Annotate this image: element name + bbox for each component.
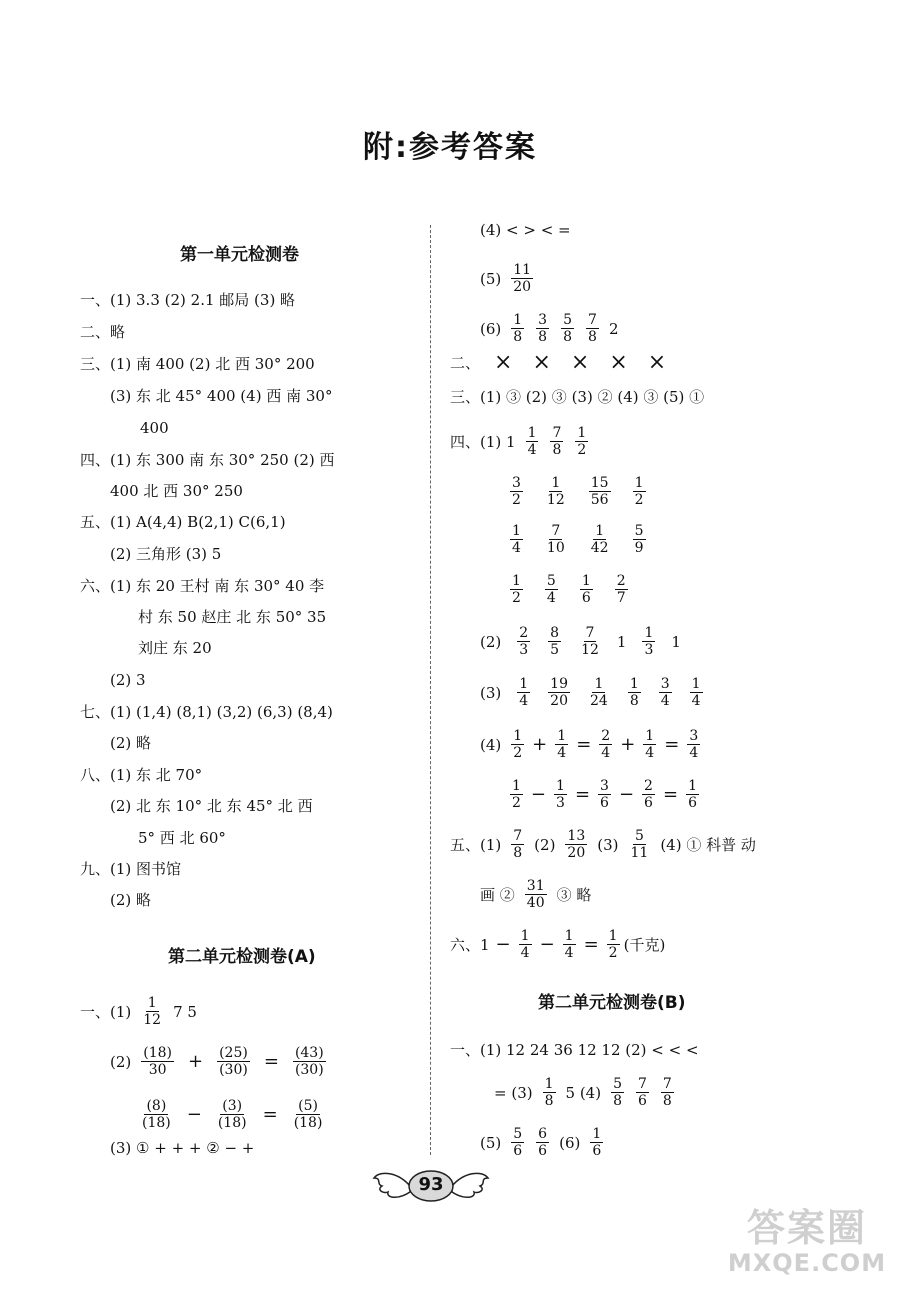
item-label: (3) (480, 683, 502, 702)
fraction: $\frac{1}{2}$ (608, 928, 618, 961)
fraction: $\frac{1}{2}$ (577, 425, 587, 458)
answer-line: 六、(1) 东 20 王村 南 东 30° 40 李 (80, 577, 325, 595)
fraction: $\frac{1}{6}$ (581, 573, 591, 606)
answer-line (508, 523, 648, 556)
answer-line: (2) 北 东 10° 北 东 45° 北 西 (110, 797, 313, 815)
operator: − (186, 1103, 202, 1125)
operator: − (530, 783, 547, 805)
fraction: $\frac{1}{2}$ (513, 728, 523, 761)
item-label: (6) (480, 319, 502, 338)
answer-line: 400 (140, 419, 169, 437)
item-label: 五、(1) (450, 835, 502, 854)
watermark-url: MXQE.COM (727, 1248, 887, 1277)
answer-line (480, 262, 535, 295)
fraction: $\frac{5}{8}$ (563, 312, 573, 345)
equals-sign: = (576, 733, 592, 755)
cross-icon: × (494, 350, 513, 375)
equation-line (480, 728, 702, 761)
fraction: $\frac{3}{8}$ (538, 312, 548, 345)
fraction: $\frac{5}{8}$ (613, 1076, 622, 1109)
equation-line (508, 778, 701, 811)
item-label: 二、 (450, 354, 481, 372)
fraction: $\frac{1}{4}$ (691, 676, 701, 709)
cross-icon: × (647, 350, 667, 375)
item-label: (2) (480, 632, 502, 651)
fraction: $\frac{1}{8}$ (513, 312, 523, 345)
fraction: $\frac{2}{4}$ (601, 728, 611, 761)
answer-line: (2) 略 (110, 734, 152, 752)
answer-text: 2 (608, 319, 619, 338)
section-title-unit1: 第一单元检测卷 (180, 245, 299, 265)
answer-text: 1 (616, 632, 627, 651)
answer-text: ③ 略 (556, 885, 592, 904)
item-label: (6) (559, 1133, 581, 1152)
operator: − (539, 933, 555, 955)
item-label: 一、(1) (80, 1002, 132, 1021)
fraction: $\frac{1}{4}$ (645, 728, 655, 761)
operator: + (620, 733, 636, 755)
answer-text: 5 (4) (565, 1083, 602, 1102)
answer-line (480, 312, 618, 345)
answer-line: 400 北 西 30° 250 (110, 482, 243, 500)
fraction: $\frac{19}{20}$ (550, 676, 568, 709)
item-label: (2) (534, 835, 556, 854)
fraction: $\frac{(25)}{(30)}$ (219, 1045, 248, 1078)
answer-line (450, 425, 590, 458)
operator: + (188, 1050, 204, 1072)
operator: + (532, 733, 548, 755)
item-label: (4) (480, 735, 502, 754)
answer-line: (2) 3 (110, 671, 146, 689)
answer-text: 1 (671, 632, 681, 651)
fraction: $\frac{2}{6}$ (644, 778, 653, 811)
item-label: (5) (480, 269, 502, 288)
answer-line (508, 573, 630, 606)
answer-text: 画 ② (480, 885, 515, 904)
fraction: $\frac{5}{6}$ (513, 1126, 523, 1159)
answer-line: (3) 东 北 45° 400 (4) 西 南 30° (110, 387, 333, 405)
answer-line: 一、(1) 12 24 36 12 12 (2) < < < (450, 1041, 699, 1059)
fraction: $\frac{13}{20}$ (567, 828, 586, 861)
answer-line (480, 625, 681, 658)
fraction: $\frac{(8)}{(18)}$ (142, 1098, 171, 1131)
cross-icon: × (532, 350, 551, 375)
fraction: $\frac{1}{24}$ (590, 676, 608, 709)
fraction: $\frac{1}{4}$ (564, 928, 574, 961)
answer-line (508, 475, 648, 508)
equals-sign: = (574, 783, 591, 805)
equals-sign: = (662, 783, 679, 805)
fraction: $\frac{11}{20}$ (513, 262, 532, 295)
section-title-unit2b: 第二单元检测卷(B) (538, 993, 686, 1013)
item-label: (5) (480, 1133, 502, 1152)
fraction: $\frac{1}{4}$ (557, 728, 567, 761)
answer-line: 村 东 50 赵庄 北 东 50° 35 (138, 608, 327, 626)
answer-line: (2) 略 (110, 891, 152, 909)
fraction: $\frac{1}{4}$ (520, 928, 530, 961)
answer-line: (2) 三角形 (3) 5 (110, 545, 222, 563)
fraction: $\frac{7}{8}$ (588, 312, 597, 345)
fraction: $\frac{6}{6}$ (538, 1126, 548, 1159)
fraction: $\frac{7}{8}$ (513, 828, 523, 861)
fraction: $\frac{(18)}{30}$ (143, 1045, 172, 1078)
answer-line (494, 1076, 676, 1109)
fraction: $\frac{1}{4}$ (519, 676, 529, 709)
answer-line: 一、(1) 3.3 (2) 2.1 邮局 (3) 略 (80, 291, 296, 309)
answer-line: (4) < > < = (480, 221, 571, 239)
answer-line: 5° 西 北 60° (138, 829, 226, 847)
fraction: $\frac{(5)}{(18)}$ (293, 1098, 323, 1131)
fraction: $\frac{3}{4}$ (660, 676, 670, 709)
fraction: $\frac{5}{4}$ (546, 573, 556, 606)
answer-line (450, 828, 756, 861)
fraction: $\frac{7}{12}$ (581, 625, 599, 658)
equation-line (110, 1045, 328, 1078)
item-label: 四、(1) 1 (450, 432, 516, 451)
answer-text: 7 5 (173, 1002, 197, 1021)
answer-text: = (3) (494, 1083, 533, 1102)
fraction: $\frac{5}{11}$ (630, 828, 649, 861)
fraction: $\frac{1}{6}$ (688, 778, 697, 811)
answer-line: 八、(1) 东 北 70° (80, 766, 203, 784)
section-title-unit2a: 第二单元检测卷(A) (168, 947, 316, 967)
fraction: $\frac{7}{6}$ (638, 1076, 647, 1109)
fraction: $\frac{1}{42}$ (590, 523, 609, 556)
item-label: (3) (597, 835, 619, 854)
fraction: $\frac{15}{56}$ (590, 475, 609, 508)
unit-text: (千克) (623, 935, 666, 954)
answer-line: 七、(1) (1,4) (8,1) (3,2) (6,3) (8,4) (80, 703, 333, 721)
page-title: 附:参考答案 (363, 130, 537, 165)
fraction: $\frac{1}{8}$ (629, 676, 639, 709)
item-label: 六、1 (450, 935, 490, 954)
answer-line: 二、略 (80, 323, 126, 341)
item-label: (2) (110, 1052, 132, 1071)
fraction: $\frac{7}{10}$ (546, 523, 565, 556)
equals-sign: = (583, 933, 599, 955)
cross-icon: × (609, 350, 628, 375)
fraction: $\frac{5}{9}$ (634, 523, 644, 556)
fraction: $\frac{1}{4}$ (527, 425, 537, 458)
page-number: 93 (418, 1174, 444, 1195)
fraction: $\frac{1}{8}$ (544, 1076, 554, 1109)
equals-sign: = (664, 733, 680, 755)
fraction: $\frac{3}{6}$ (600, 778, 609, 811)
answer-line: 五、(1) A(4,4) B(2,1) C(6,1) (80, 513, 286, 531)
fraction: $\frac{1}{2}$ (634, 475, 644, 508)
fraction: $\frac{8}{5}$ (550, 625, 560, 658)
watermark-logo: 答案圈 (746, 1206, 867, 1250)
answer-line (80, 995, 197, 1028)
answer-line: 刘庄 东 20 (138, 639, 212, 657)
answer-line (450, 350, 672, 375)
equation-line (138, 1098, 326, 1131)
answer-line: 九、(1) 图书馆 (80, 860, 182, 878)
page-number-badge (372, 1164, 490, 1208)
answer-line: (3) ① + + + ② − + (110, 1139, 255, 1157)
fraction: $\frac{1}{4}$ (512, 523, 521, 556)
answer-line (480, 676, 705, 709)
fraction: $\frac{1}{3}$ (644, 625, 654, 658)
equals-sign: = (262, 1103, 278, 1125)
fraction: $\frac{1}{12}$ (546, 475, 565, 508)
watermark (722, 1208, 892, 1276)
fraction: $\frac{3}{2}$ (512, 475, 521, 508)
fraction: $\frac{1}{6}$ (592, 1126, 602, 1159)
column-divider (430, 225, 431, 1155)
fraction: $\frac{(43)}{(30)}$ (294, 1045, 324, 1078)
fraction: $\frac{2}{7}$ (616, 573, 626, 606)
operator: − (618, 783, 635, 805)
answer-line: 三、(1) 南 400 (2) 北 西 30° 200 (80, 355, 315, 373)
fraction: $\frac{1}{2}$ (512, 778, 521, 811)
fraction: $\frac{1}{3}$ (556, 778, 565, 811)
fraction: $\frac{7}{8}$ (552, 425, 562, 458)
equation-line (450, 928, 665, 961)
fraction: $\frac{(3)}{(18)}$ (217, 1098, 247, 1131)
fraction: $\frac{2}{3}$ (519, 625, 529, 658)
fraction: $\frac{31}{40}$ (526, 878, 545, 911)
operator: − (495, 933, 511, 955)
fraction: $\frac{1}{2}$ (512, 573, 521, 606)
answer-text: (4) ① 科普 动 (660, 835, 756, 854)
fraction: $\frac{3}{4}$ (689, 728, 699, 761)
answer-line (480, 878, 591, 911)
equals-sign: = (263, 1050, 279, 1072)
fraction: $\frac{1}{12}$ (143, 995, 162, 1028)
answer-line: 三、(1) ③ (2) ③ (3) ② (4) ③ (5) ① (450, 388, 705, 406)
cross-icon: × (570, 350, 590, 375)
answer-line (480, 1126, 605, 1159)
answer-line: 四、(1) 东 300 南 东 30° 250 (2) 西 (80, 451, 335, 469)
fraction: $\frac{7}{8}$ (662, 1076, 672, 1109)
